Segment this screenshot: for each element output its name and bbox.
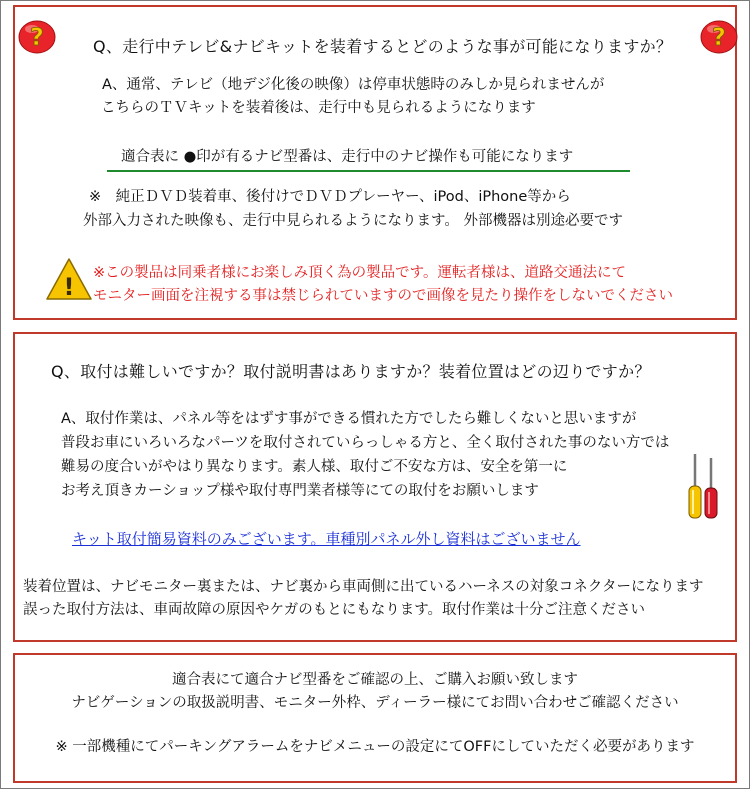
purchase-notes-section [13,653,737,783]
external-input-note-2: 外部入力された映像も、走行中見られるようになります。 外部機器は別途必要です [83,213,623,229]
install-answer-line-2: 普段お車にいろいろなパーツを取付されていらっしゃる方と、全く取付された事のない方では [61,435,670,451]
answer-line-2: こちらのＴＶキットを装着後は、走行中も見られるようになります [101,100,536,116]
compatibility-note: 適合表に ●印が有るナビ型番は、走行中のナビ操作も可能になります [121,149,574,165]
parking-alarm-note: ※ 一部機種にてパーキングアラームをナビメニューの設定にてOFFにしていただく必要があります [55,739,695,755]
install-position-line-2: 誤った取付方法は、車両故障の原因やケガのもとにもなります。取付作業は十分ご注意ください [23,602,646,618]
svg-text:!: ! [63,273,75,301]
install-answer-line-4: お考え頂きカーショップ様や取付専門業者様等にての取付をお願いします [61,483,539,499]
warning-line-2: モニター画面を注視する事は禁じられていますので画像を見たり操作をしないでください [93,288,673,304]
faq-section-installation [13,332,737,642]
question-tv-kit: Q、走行中テレビ&ナビキットを装着するとどのような事が可能になりますか？ [93,37,673,56]
question-installation: Q、取付は難しいですか？取付説明書はありますか？装着位置はどの辺りですか？ [51,362,651,381]
install-position-line-1: 装着位置は、ナビモニター裏または、ナビ裏から車両側に出ているハーネスの対象コネクターになります [23,579,704,595]
svg-text:?: ? [712,23,726,51]
screwdriver-icon [681,452,725,522]
installation-guide-link[interactable]: キット取付簡易資料のみございます。車種別パネル外し資料はございません [72,530,581,548]
compatibility-underline [107,170,630,172]
purchase-note-line-1: 適合表にて適合ナビ型番をご確認の上、ご購入お願い致します [172,672,578,688]
faq-section-tv-kit [13,5,737,320]
external-input-note-1: ※ 純正ＤＶＤ装着車、後付けでＤＶＤプレーヤー、iPod、iPhone等から [89,189,571,205]
svg-text:?: ? [30,23,44,51]
warning-line-1: ※この製品は同乗者様にお楽しみ頂く為の製品です。運転者様は、道路交通法にて [93,265,626,281]
purchase-note-line-2: ナビゲーションの取扱説明書、モニター外枠、ディーラー様にてお問い合わせご確認ください [71,695,679,711]
warning-icon [45,257,93,301]
install-answer-line-3: 難易の度合いがやはり異なります。素人様、取付ご不安な方は、安全を第一に [61,459,568,475]
answer-line-1: A、通常、テレビ（地デジ化後の映像）は停車状態時のみしか見られませんが [102,77,605,93]
question-mark-icon-right [699,17,739,55]
question-mark-icon-left [17,17,57,55]
install-answer-line-1: A、取付作業は、パネル等をはずす事ができる慣れた方でしたら難しくないと思いますが [61,411,637,427]
